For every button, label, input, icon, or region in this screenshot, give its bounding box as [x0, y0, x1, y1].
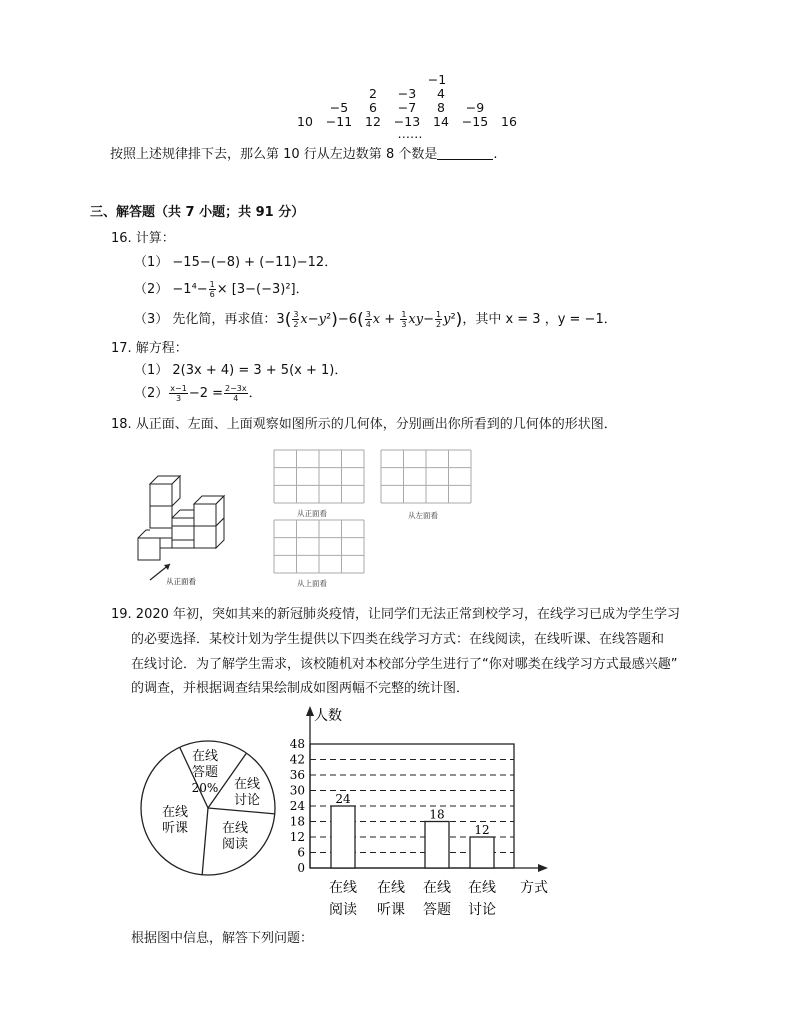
- q16-part1: （1） −15−(−8) + (−11)−12．: [134, 255, 338, 270]
- q17-part2: （2） $\frac{x-1}{3}$ −2 = $\frac{2-3x}{4}$ ．: [134, 384, 262, 403]
- q15-end: .: [493, 147, 498, 162]
- q15-question: [110, 146, 497, 164]
- bar-chart: [280, 700, 560, 930]
- y-tick-label: 18: [289, 814, 305, 829]
- pie-chart: [138, 738, 278, 878]
- x-category-label: 在线: [377, 880, 405, 896]
- answer-blank[interactable]: [437, 147, 493, 160]
- y-tick-label: 48: [289, 737, 305, 751]
- triangle-number: −11: [325, 114, 353, 129]
- x-category-label: 在线: [468, 880, 496, 896]
- x-axis-label: 方式: [520, 880, 548, 896]
- q16-part2: （2） −1⁴− $\frac{1}{6}$ × [3−(−3)²]．: [134, 280, 309, 299]
- cube-figure: [130, 460, 240, 590]
- bar-data-label: 18: [429, 807, 445, 822]
- triangle-number: −15: [461, 114, 489, 129]
- grid-top: [273, 519, 365, 574]
- y-tick-label: 0: [297, 861, 305, 875]
- triangle-number: −9: [465, 100, 485, 115]
- x-axis-arrow: [538, 864, 548, 872]
- x-category-label: 在线: [423, 880, 451, 896]
- arrow-label: 从正面看: [166, 577, 196, 586]
- q18-text: 18. 从正面、左面、上面观察如图所示的几何体，分别画出你所看到的几何体的形状图．: [111, 417, 617, 432]
- grid-front: [273, 449, 365, 504]
- x-category-label: 听课: [377, 902, 405, 918]
- triangle-number: −7: [397, 100, 417, 115]
- q19-line1: 19. 2020 年初，突如其来的新冠肺炎疫情，让同学们无法正常到校学习，在线学习已成为学生学习: [111, 607, 681, 622]
- q17-label: 17. 解方程：: [111, 341, 188, 356]
- y-axis-label: 人数: [314, 708, 342, 724]
- fraction: $\frac{1}{6}$: [209, 280, 215, 299]
- y-tick-label: 42: [289, 752, 305, 767]
- y-tick-label: 36: [289, 768, 305, 782]
- bar: [470, 837, 494, 868]
- pie-slice-label: 在线答题 20%: [191, 749, 219, 795]
- x-category-label: 在线: [329, 880, 357, 896]
- grid-label-front: 从正面看: [297, 509, 327, 518]
- q16-label: 16. 计算：: [111, 231, 175, 246]
- triangle-number: 8: [437, 100, 445, 115]
- triangle-number: −5: [329, 100, 349, 115]
- triangle-dots: ……: [397, 126, 423, 141]
- q19-after: 根据图中信息，解答下列问题：: [131, 931, 314, 946]
- y-tick-label: 24: [289, 799, 305, 813]
- grid-label-left: 从左面看: [408, 511, 438, 520]
- q17-part1: （1） 2(3x + 4) = 3 + 5(x + 1)．: [134, 363, 348, 378]
- q15-text: 按照上述规律排下去，那么第 10 行从左边数第 8 个数是: [110, 147, 438, 162]
- fraction: $\frac{x-1}{3}$: [170, 384, 187, 403]
- y-tick-label: 12: [289, 830, 305, 844]
- triangle-number: 12: [365, 114, 381, 129]
- triangle-number: −1: [427, 72, 447, 87]
- pie-slice-label: 在线阅读: [221, 821, 249, 852]
- y-tick-label: 6: [297, 845, 305, 860]
- triangle-number: 10: [297, 114, 313, 129]
- grid-label-top: 从上面看: [297, 579, 327, 588]
- bar-data-label: 24: [335, 792, 351, 806]
- x-category-label: 阅读: [329, 902, 357, 918]
- bar: [331, 806, 355, 868]
- q16-part3: （3） 先化简，再求值：3( $\frac{3}{2}$ x−y²)−6( $\frac{3}{4}$ x + $\frac{1}{3}$ xy− $\frac{1}{2}$ y²)，其中 x = 3 ，y = −1．: [134, 310, 617, 330]
- triangle-number: 6: [369, 100, 377, 115]
- q19-line4: 的调查，并根据调查结果绘制成如图两幅不完整的统计图．: [131, 681, 470, 696]
- fraction: $\frac{2-3x}{4}$: [225, 384, 247, 403]
- x-category-label: 答题: [423, 902, 451, 918]
- triangle-number: 4: [437, 86, 445, 101]
- grid-left: [380, 449, 472, 504]
- y-axis-arrow: [306, 706, 314, 716]
- triangle-number: 2: [369, 86, 377, 101]
- triangle-number: 16: [501, 114, 517, 129]
- section3-title: 三、解答题（共 7 小题；共 91 分）: [90, 205, 305, 220]
- bar: [425, 822, 449, 869]
- q19-line3: 在线讨论．为了解学生需求，该校随机对本校部分学生进行了“你对哪类在线学习方式最感兴趣”: [131, 657, 678, 672]
- triangle-number: −13: [393, 114, 421, 129]
- q19-line2: 的必要选择．某校计划为学生提供以下四类在线学习方式：在线阅读，在线听课、在线答题和: [131, 632, 665, 647]
- bar-data-label: 12: [474, 823, 490, 837]
- pie-slice-label: 在线讨论: [233, 777, 261, 808]
- x-category-label: 讨论: [468, 902, 496, 918]
- triangle-number: −3: [397, 86, 417, 101]
- triangle-number: 14: [433, 114, 449, 129]
- y-tick-label: 30: [289, 783, 305, 798]
- pie-slice-label: 在线听课: [161, 805, 189, 836]
